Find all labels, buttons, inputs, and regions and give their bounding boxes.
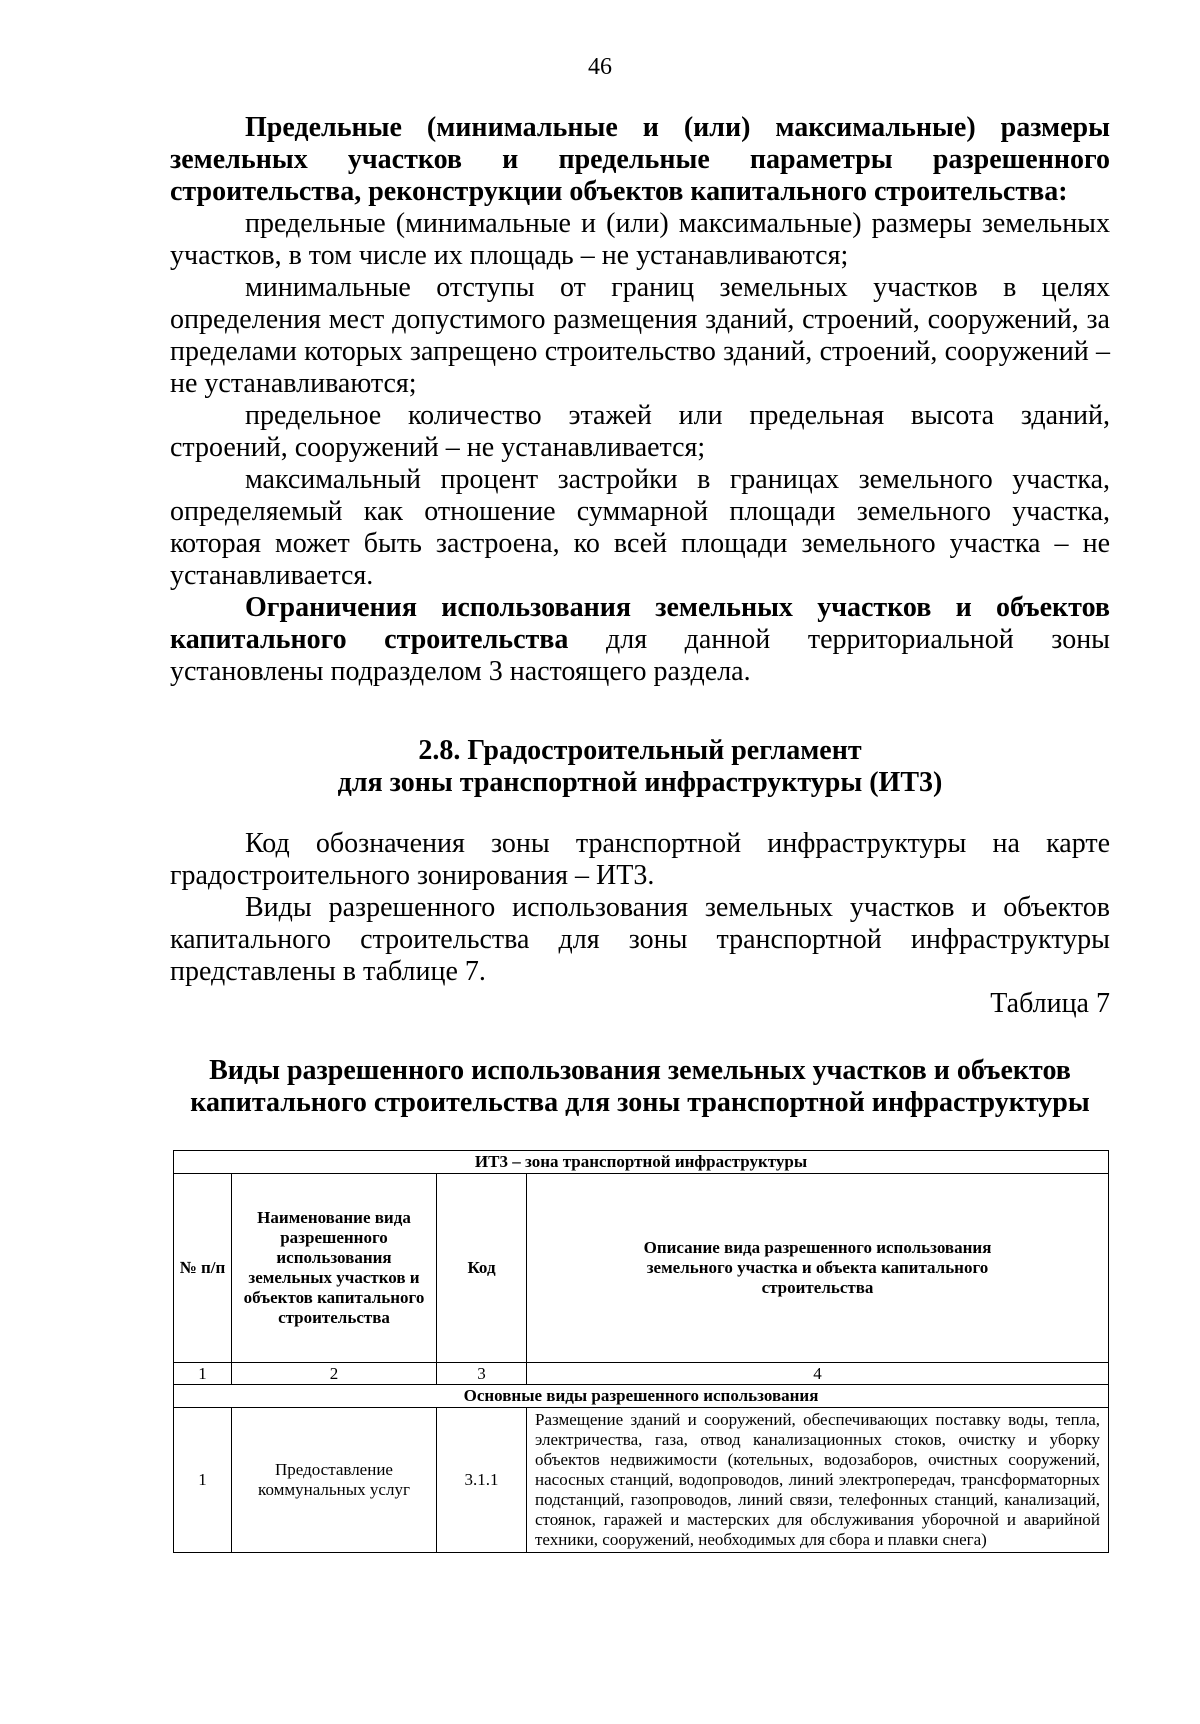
parameter-item: предельное количество этажей или предельная высота зданий, строений, сооружений – не устанавливается; [170, 400, 1110, 463]
row-name: Предоставление коммунальных услуг [232, 1408, 437, 1553]
restrictions-rest: для данной территориальной зоны установлены подразделом 3 настоящего раздела. [170, 624, 1110, 687]
permitted-use-table [173, 1150, 1109, 1553]
column-header-row [174, 1174, 1109, 1363]
intro-section [170, 828, 1110, 988]
zone-header: ИТ3 – зона транспортной инфраструктуры [174, 1151, 1109, 1174]
table-label: Таблица 7 [990, 988, 1110, 1019]
column-number: 4 [527, 1363, 1109, 1385]
header-description: Описание вида разрешенного использования земельного участка и объекта капитального строительства [527, 1174, 1109, 1363]
restrictions-paragraph [170, 592, 1110, 688]
header-code: Код [437, 1174, 527, 1363]
restrictions-bold: Ограничения использования земельных участков и объектов капитального строительства [170, 592, 1110, 655]
parameters-section [170, 112, 1110, 688]
table-row [174, 1408, 1109, 1553]
column-number: 2 [232, 1363, 437, 1385]
parameter-item: предельные (минимальные и (или) максимальные) размеры земельных участков, в том числе их площадь – не устанавливаются; [170, 208, 1110, 271]
intro-paragraph: Виды разрешенного использования земельных участков и объектов капитального строительства для зоны транспортной инфраструктуры представлены в таблице 7. [170, 892, 1110, 987]
row-description: Размещение зданий и сооружений, обеспечивающих поставку воды, тепла, электричества, газа, отвод канализационных стоков, очистку и уборку объектов недвижимости (котельных, водозаборов, очистных сооружений, насосных станций, водопроводов, линий электропередач, трансформаторных подстанций, газопроводов, линий связи, телефонных станций, канализаций, стоянок, гаражей и мастерских для обслуживания уборочной и аварийной техники, сооружений, необходимых для сбора и плавки снега) [527, 1408, 1109, 1553]
row-code: 3.1.1 [437, 1408, 527, 1553]
parameters-heading: Предельные (минимальные и (или) максимальные) размеры земельных участков и предельные параметры разрешенного строительства, реконструкции объектов капитального строительства: [170, 112, 1110, 207]
header-number: № п/п [174, 1174, 232, 1363]
section-title-line2: для зоны транспортной инфраструктуры (ИТ3) [337, 767, 943, 798]
column-number: 1 [174, 1363, 232, 1385]
group-header: Основные виды разрешенного использования [174, 1385, 1109, 1408]
section-heading [170, 735, 1110, 799]
row-number: 1 [174, 1408, 232, 1553]
header-name: Наименование вида разрешенного использования земельных участков и объектов капитального строительства [232, 1174, 437, 1363]
table-label-block [170, 988, 1110, 1020]
table-title-line1: Виды разрешенного использования земельных участков и объектов [209, 1055, 1071, 1086]
parameter-item: максимальный процент застройки в границах земельного участка, определяемый как отношение суммарной площади земельного участка, которая может быть застроена, ко всей площади земельного участка – не устанавливается. [170, 464, 1110, 591]
page-number: 46 [588, 54, 612, 80]
column-number-row [174, 1363, 1109, 1385]
group-header-row [174, 1385, 1109, 1408]
column-number: 3 [437, 1363, 527, 1385]
section-title-line1: 2.8. Градостроительный регламент [418, 735, 862, 766]
table-title [170, 1055, 1110, 1119]
intro-paragraph: Код обозначения зоны транспортной инфраструктуры на карте градостроительного зонирования – ИТ3. [170, 828, 1110, 891]
table-title-line2: капитального строительства для зоны транспортной инфраструктуры [190, 1087, 1090, 1118]
zone-header-row [174, 1151, 1109, 1174]
parameter-item: минимальные отступы от границ земельных участков в целях определения мест допустимого размещения зданий, строений, сооружений, за пределами которых запрещено строительство зданий, строений, сооружений – не устанавливаются; [170, 272, 1110, 399]
